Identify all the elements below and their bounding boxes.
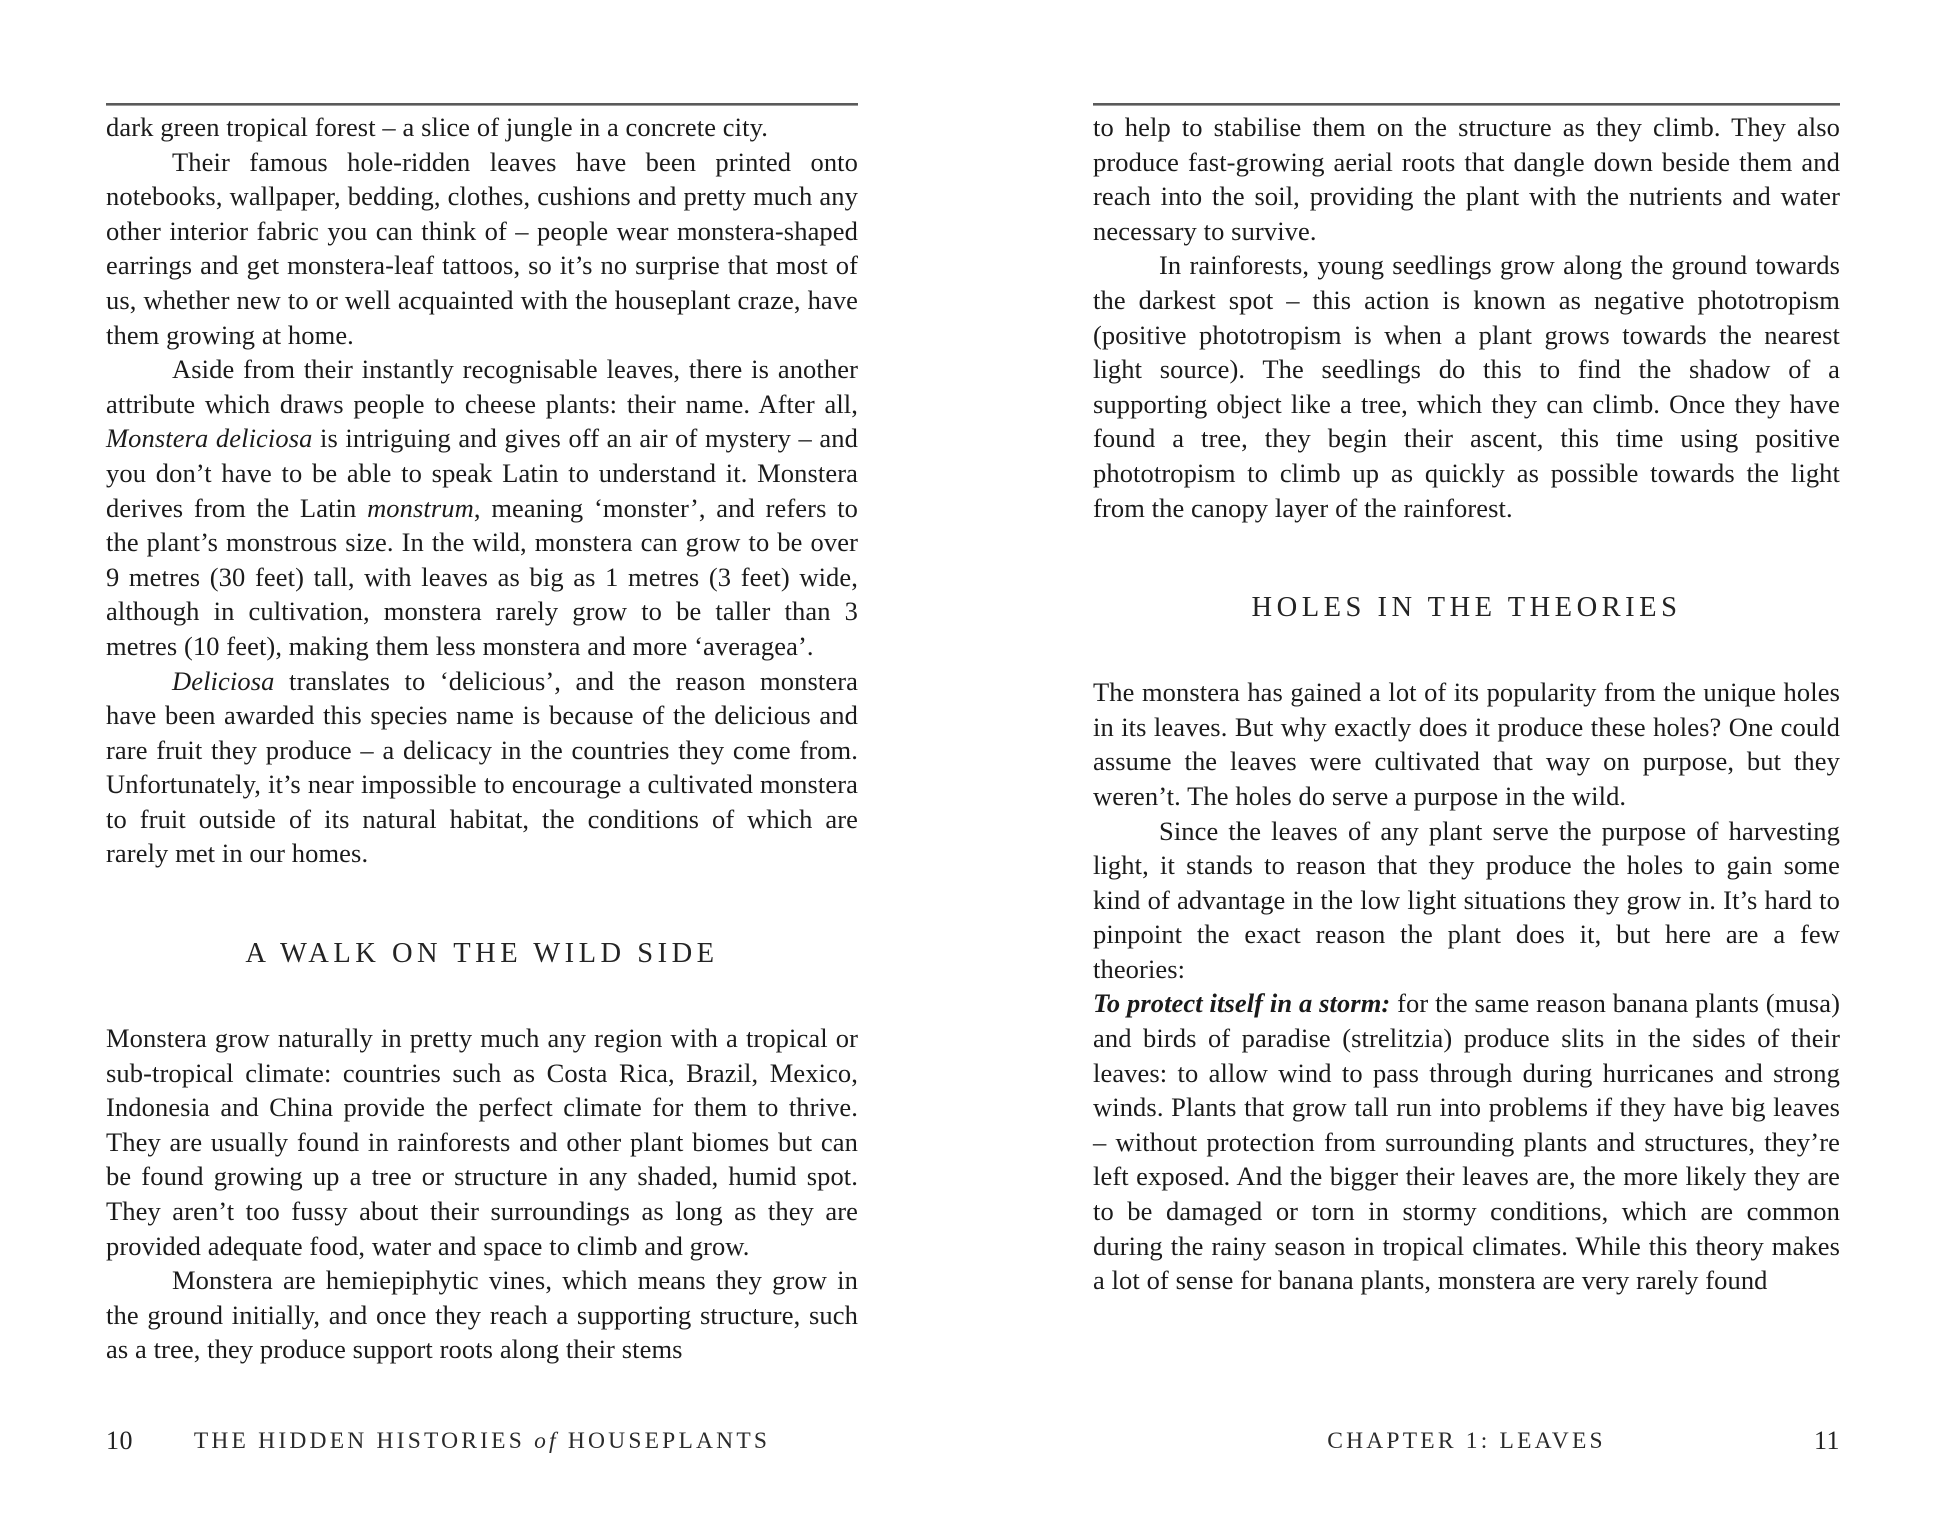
bold-italic-lead-storm: To protect itself in a storm:: [1093, 988, 1391, 1019]
left-page: [106, 0, 858, 1523]
paragraph-storm-theory: [1093, 986, 1840, 1297]
paragraph-phototropism: In rainforests, young seedlings grow along the ground towards the darkest spot – this action is known as negative phototropism (positive phototropism is when a plant grows towards the nearest light source). The seedlings do this to find the shadow of a supporting object like a tree, which they can climb. Once they have found a tree, they begin their ascent, this time using positive phototropism to climb up as quickly as possible towards the light from the canopy layer of the rainforest.: [1093, 250, 1840, 523]
paragraph-continuation: dark green tropical forest – a slice of jungle in a concrete city.: [106, 112, 768, 142]
italic-monstera-deliciosa: Monstera deliciosa: [106, 423, 313, 454]
paragraph-famous-leaves: Their famous hole-ridden leaves have been printed onto notebooks, wallpaper, bedding, clothes, cushions and pretty much any other interior fabric you can think of – people wear monstera-shaped earrings and get monstera-leaf tattoos, so it’s no surprise that most of us, whether new to or well acquainted with the houseplant craze, have them growing at home.: [106, 146, 858, 350]
paragraph-monstera-habitat: Monstera grow naturally in pretty much any region with a tropical or sub-tropical climate: countries such as Costa Rica, Brazil, Mexico, Indonesia and China provide the perfect climate for them to thrive. They are usually found in rainforests and other plant biomes but can be found growing up a tree or structure in any shaded, humid spot. They aren’t too fussy about their surroundings as long as they are provided adequate food, water and space to climb and grow.: [106, 1023, 858, 1261]
text-run: THE HIDDEN HISTORIES: [193, 1428, 535, 1454]
italic-deliciosa: Deliciosa: [172, 665, 275, 696]
right-page: [1093, 0, 1840, 1523]
paragraph-hemiepiphytic: Monstera are hemiepiphytic vines, which means they grow in the ground initially, and once they reach a supporting structure, such as a tree, they produce support roots along their stems: [106, 1265, 858, 1365]
page-number-left: 10: [106, 1426, 133, 1455]
page-number-right: 11: [1813, 1426, 1840, 1455]
left-footer: [106, 1424, 858, 1464]
text-run: , meaning ‘monster’, and refers to the plant’s monstrous size. In the wild, monstera can grow to be over 9 metres (30 feet) tall, with leaves as big as 1 metres (3 feet) wide, although in cultivation, monstera rarely grow to be taller than 3 metres (10 feet), making them less monstera and more ‘averagea’.: [106, 492, 859, 661]
italic-monstrum: monstrum: [367, 492, 474, 523]
running-title-book: [106, 1424, 858, 1455]
paragraph-deliciosa: [106, 664, 858, 872]
left-body-text: [106, 110, 858, 1367]
right-footer: [1093, 1424, 1840, 1464]
text-run: HOUSEPLANTS: [558, 1428, 771, 1454]
right-top-rule: [1093, 103, 1840, 106]
section-heading-a-walk-on-the-wild-side: A WALK ON THE WILD SIDE: [245, 938, 719, 970]
left-top-rule: [106, 103, 858, 106]
paragraph-harvesting-light: Since the leaves of any plant serve the purpose of harvesting light, it stands to reason that they produce the holes to gain some kind of advantage in the low light situations they grow in. It’s hard to pinpoint the exact reason the plant does it, but here are a few theories:: [1093, 815, 1840, 984]
text-run: Aside from their instantly recognisable leaves, there is another attribute which draws people to cheese plants: their name. After all,: [106, 354, 858, 419]
text-run: is intriguing and gives off an air of mystery – and you don’t have to be able to speak Latin to understand it. Monstera derives from the Latin: [106, 423, 858, 523]
paragraph-aerial-roots: to help to stabilise them on the structure as they climb. They also produce fast-growing aerial roots that dangle down beside them and reach into the soil, providing the plant with the nutrients and water necessary to survive.: [1093, 112, 1840, 246]
italic-of: of: [534, 1428, 559, 1454]
section-heading-holes-in-the-theories: HOLES IN THE THEORIES: [1251, 592, 1682, 624]
right-body-text: [1093, 110, 1840, 1298]
text-run: for the same reason banana plants (musa) and birds of paradise (strelitzia) produce slits in the sides of their leaves: to allow wind to pass through during hurricanes and strong winds. Plants that grow tall run into problems if they have big leaves – without protection from surrounding plants and structures, they’re left exposed. And the bigger their leaves are, the more likely they are to be damaged or torn in stormy conditions, which are common during the rainy season in tropical climates. While this theory makes a lot of sense for banana plants, monstera are very rarely found: [1093, 988, 1840, 1296]
text-run: translates to ‘delicious’, and the reason monstera have been awarded this species name is because of the delicious and rare fruit they produce – a delicacy in the countries they come from. Unfortunately, it’s near impossible to encourage a cultivated monstera to fruit outside of its natural habitat, the conditions of which are rarely met in our homes.: [106, 665, 858, 869]
paragraph-name-origin: [106, 352, 858, 663]
paragraph-unique-holes: The monstera has gained a lot of its popularity from the unique holes in its leaves. But why exactly does it produce these holes? One could assume the leaves were cultivated that way on purpose, but they weren’t. The holes do serve a purpose in the wild.: [1093, 677, 1840, 811]
running-title-chapter: CHAPTER 1: LEAVES: [1327, 1428, 1606, 1454]
